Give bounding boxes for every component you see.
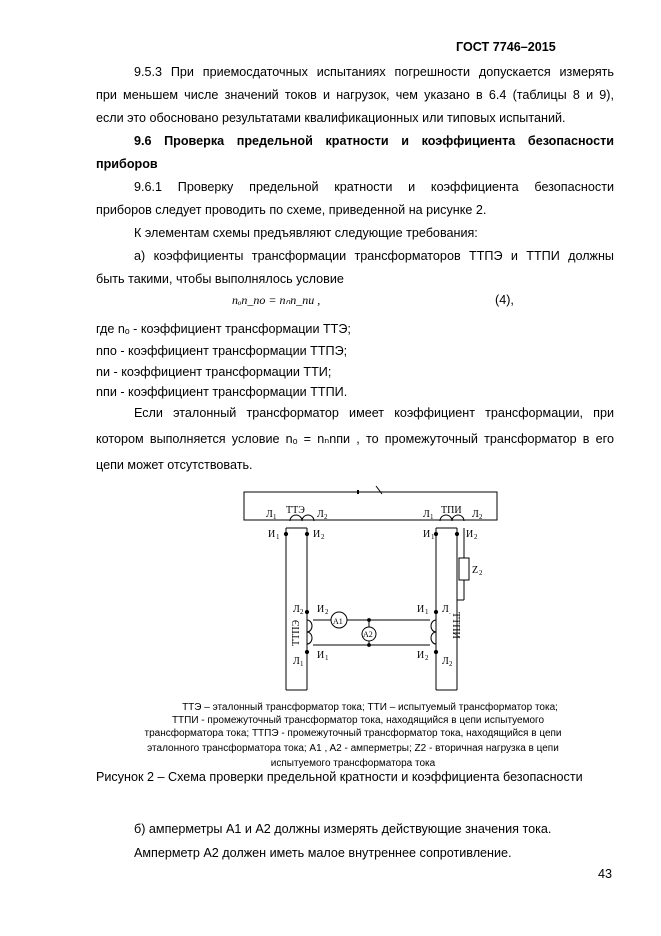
svg-text:1: 1	[276, 533, 280, 541]
svg-text:1: 1	[325, 654, 329, 662]
tte-coil	[290, 515, 314, 521]
where-line3: nи - коэффициент трансформации ТТИ;	[96, 365, 332, 379]
label-i1-right: И	[423, 529, 431, 540]
section-96-title-line2: приборов	[96, 157, 158, 171]
formula-number: (4),	[495, 293, 514, 307]
para-etalon-line3: цепи может отсутствовать.	[96, 458, 253, 472]
label-a1: A1	[333, 617, 343, 626]
svg-text:1: 1	[425, 608, 429, 616]
label-ttpe: ТТПЭ	[291, 619, 302, 646]
label-i2-left: И	[313, 529, 321, 540]
svg-text:Л: Л	[442, 604, 449, 615]
svg-text:2: 2	[324, 513, 328, 521]
svg-text:1: 1	[300, 660, 304, 668]
where-line1: где nₒ - коэффициент трансформации ТТЭ;	[96, 322, 351, 336]
z2-load	[459, 558, 469, 580]
caption-line4: эталонного трансформатора тока; A1 , A2 - амперметры; Z2 - вторичная нагрузка в цепи	[147, 743, 559, 754]
caption-line3: трансформатора тока; ТТПЭ - промежуточный трансформатор тока, находящийся в цепи	[144, 728, 562, 739]
label-tti: ТПИ	[441, 505, 462, 516]
label-l2-left: Л	[317, 509, 324, 520]
label-tte: ТТЭ	[286, 505, 305, 516]
label-l1-right: Л	[423, 509, 430, 520]
svg-text:.: .	[449, 608, 451, 616]
svg-text:1: 1	[273, 513, 277, 521]
svg-text:2: 2	[321, 533, 325, 541]
svg-text:2: 2	[479, 513, 483, 521]
label-ttpi: ТТПИ	[450, 612, 461, 639]
ttpi-coil	[431, 620, 436, 644]
item-a-line1: а) коэффициенты трансформации трансформаторов ТТПЭ и ТТПИ должны	[134, 249, 614, 263]
para-etalon-line2: котором выполняется условие nₒ = nₙnпи , то промежуточный трансформатор в его	[96, 432, 614, 446]
primary-bus	[244, 492, 497, 520]
svg-text:2: 2	[325, 608, 329, 616]
svg-text:И: И	[317, 604, 325, 615]
para-953-line1: 9.5.3 При приемосдаточных испытаниях погрешности допускается измерять	[134, 65, 614, 79]
caption-line5: испытуемого трансформатора тока	[270, 758, 436, 769]
where-line2: nпо - коэффициент трансформации ТТПЭ;	[96, 344, 348, 358]
requirements-intro: К элементам схемы предъявляют следующие требования:	[134, 226, 478, 240]
svg-text:2: 2	[479, 569, 483, 577]
ammeter-a2	[362, 627, 376, 641]
label-z2: Z	[472, 565, 479, 576]
where-line4: nпи - коэффициент трансформации ТТПИ.	[96, 385, 348, 399]
item-b: б) амперметры A1 и A2 должны измерять действующие значения тока.	[134, 822, 552, 836]
svg-text:И: И	[317, 650, 325, 661]
label-a2: A2	[363, 630, 373, 639]
svg-text:Л: Л	[442, 656, 449, 667]
para-etalon-line1: Если эталонный трансформатор имеет коэффициент трансформации, при	[134, 406, 614, 420]
ammeter-note: Амперметр A2 должен иметь малое внутреннее сопротивление.	[134, 846, 512, 860]
svg-text:2: 2	[300, 608, 304, 616]
svg-text:И: И	[417, 604, 425, 615]
caption-line2: ТТПИ - промежуточный трансформатор тока, находящийся в цепи испытуемого	[171, 715, 545, 726]
label-l1-left: Л	[266, 509, 273, 520]
label-l2-right: Л	[472, 509, 479, 520]
figure-title: Рисунок 2 – Схема проверки предельной кратности и коэффициента безопасности	[96, 770, 583, 784]
para-953-line3: если это обосновано результатами квалификационных или типовых испытаний.	[96, 111, 566, 125]
ammeter-a1	[331, 612, 347, 628]
label-i2-right: И	[466, 529, 474, 540]
ttpe-coil	[307, 620, 312, 644]
label-i1-left: И	[268, 529, 276, 540]
caption-line1: ТТЭ – эталонный трансформатор тока; ТТИ – испытуемый трансформатор тока;	[182, 702, 558, 713]
standard-header: ГОСТ 7746–2015	[456, 40, 556, 54]
svg-text:Л: Л	[293, 656, 300, 667]
formula-4: nₒn_по = nₙn_пи ,	[232, 293, 321, 307]
tti-coil	[440, 515, 464, 521]
svg-text:2: 2	[449, 660, 453, 668]
para-953-line2: при меньшем числе значений токов и нагрузок, чем указано в 6.4 (таблицы 8 и 9),	[96, 88, 614, 102]
svg-text:1: 1	[430, 513, 434, 521]
svg-text:2: 2	[474, 533, 478, 541]
svg-text:И: И	[417, 650, 425, 661]
para-961-line1: 9.6.1 Проверку предельной кратности и коэффициента безопасности	[134, 180, 614, 194]
section-96-title-line1: 9.6 Проверка предельной кратности и коэффициента безопасности	[134, 134, 614, 148]
svg-text:Л: Л	[293, 604, 300, 615]
item-a-line2: быть такими, чтобы выполнялось условие	[96, 272, 344, 286]
svg-text:2: 2	[425, 654, 429, 662]
page-number: 43	[598, 867, 613, 881]
svg-text:1: 1	[431, 533, 435, 541]
para-961-line2: приборов следует проводить по схеме, приведенной на рисунке 2.	[96, 203, 487, 217]
